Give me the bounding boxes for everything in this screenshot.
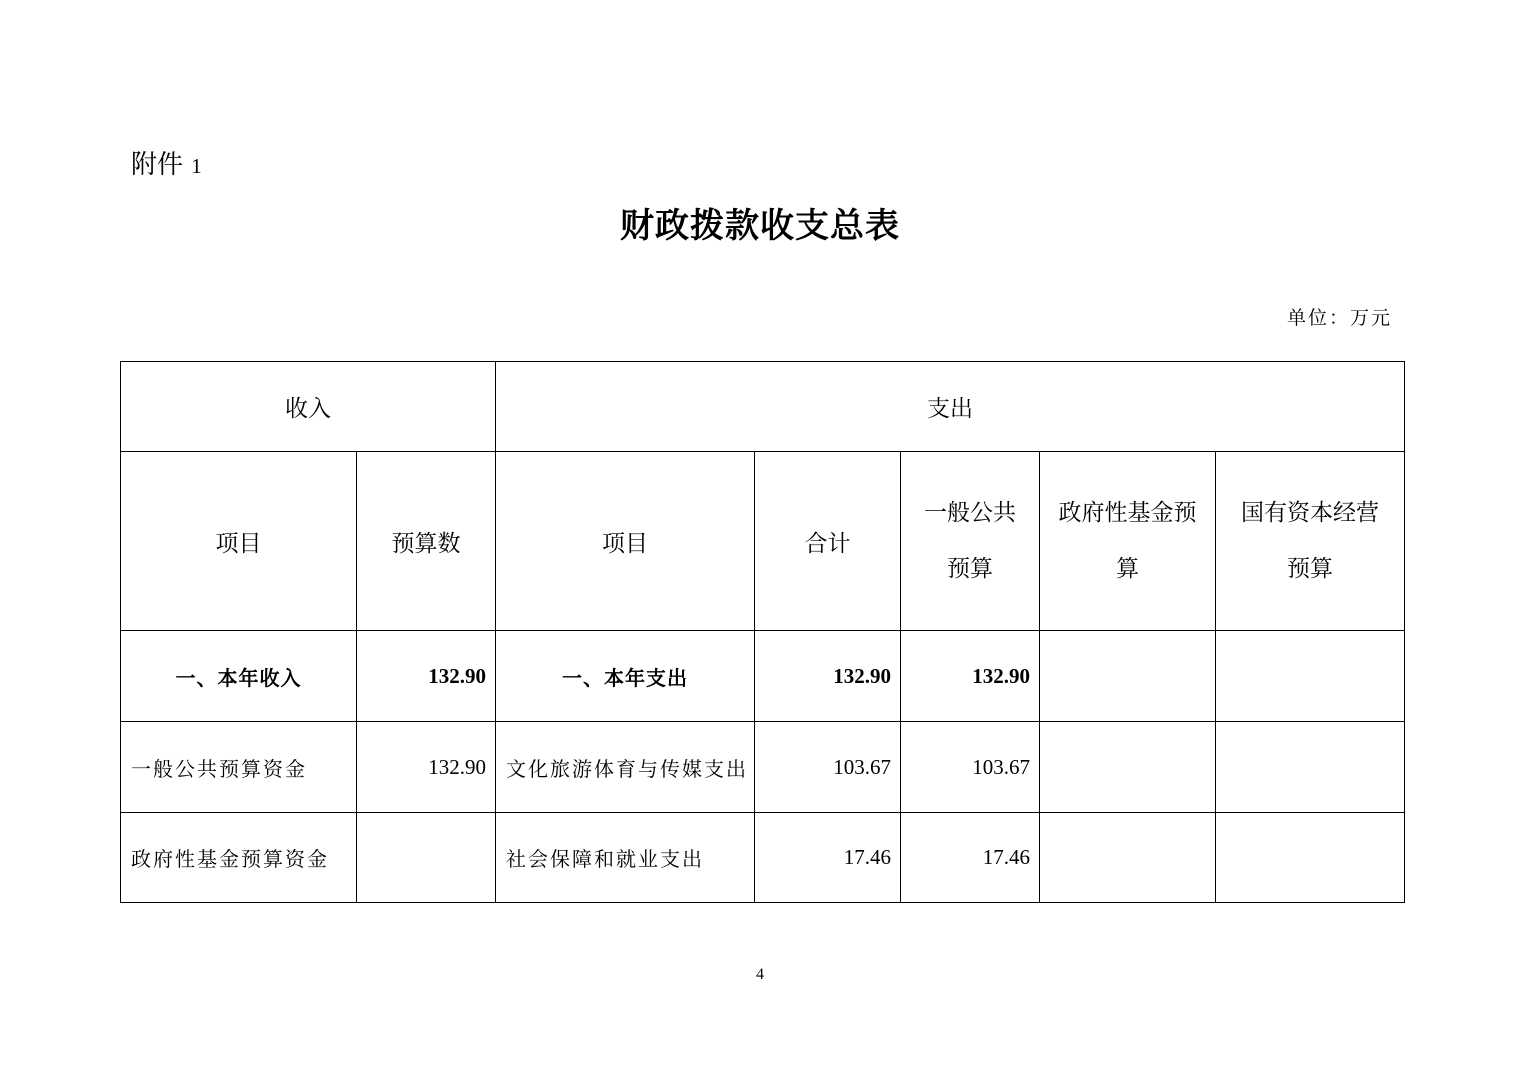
col-income-item: 项目 [121,452,357,631]
income-budget-cell: 132.90 [357,722,496,813]
income-item-cell: 一、本年收入 [121,631,357,722]
col-general-line2: 预算 [947,556,993,582]
state-budget-cell [1216,631,1405,722]
expense-item-cell: 社会保障和就业支出 [496,813,755,903]
fund-budget-cell [1040,813,1216,903]
general-budget-cell: 17.46 [901,813,1040,903]
total-cell: 17.46 [755,813,901,903]
col-state-line2: 预算 [1287,556,1334,582]
attachment-label [131,144,211,181]
budget-table [120,361,1405,903]
table-row [121,631,1405,722]
unit-label: 单位：万元 [1286,307,1392,329]
fund-budget-cell [1040,722,1216,813]
col-general-line1: 一般公共 [924,500,1016,526]
col-expense-item: 项目 [496,452,755,631]
col-total: 合计 [755,452,901,631]
general-budget-cell: 132.90 [901,631,1040,722]
col-fund-line2: 算 [1116,556,1139,582]
attachment-number: 1 [191,154,202,178]
col-income-budget: 预算数 [357,452,496,631]
column-header-row [121,452,1405,631]
table-row [121,813,1405,903]
page-number: 4 [756,966,764,983]
state-budget-cell [1216,813,1405,903]
expense-group-header: 支出 [496,362,1405,452]
expense-item-cell: 文化旅游体育与传媒支出 [496,722,755,813]
col-state-line1: 国有资本经营 [1241,500,1380,526]
col-fund-budget [1040,452,1216,631]
income-budget-cell [357,813,496,903]
total-cell: 103.67 [755,722,901,813]
income-item-cell: 一般公共预算资金 [121,722,357,813]
attachment-text: 附件 [131,150,184,180]
fund-budget-cell [1040,631,1216,722]
col-state-capital-budget [1216,452,1405,631]
income-item-cell: 政府性基金预算资金 [121,813,357,903]
col-general-budget [901,452,1040,631]
expense-item-cell: 一、本年支出 [496,631,755,722]
table-row [121,722,1405,813]
page-title: 财政拨款收支总表 [620,206,900,246]
income-budget-cell: 132.90 [357,631,496,722]
general-budget-cell: 103.67 [901,722,1040,813]
col-fund-line1: 政府性基金预 [1058,500,1197,526]
total-cell: 132.90 [755,631,901,722]
income-group-header: 收入 [121,362,496,452]
group-header-row [121,362,1405,452]
state-budget-cell [1216,722,1405,813]
